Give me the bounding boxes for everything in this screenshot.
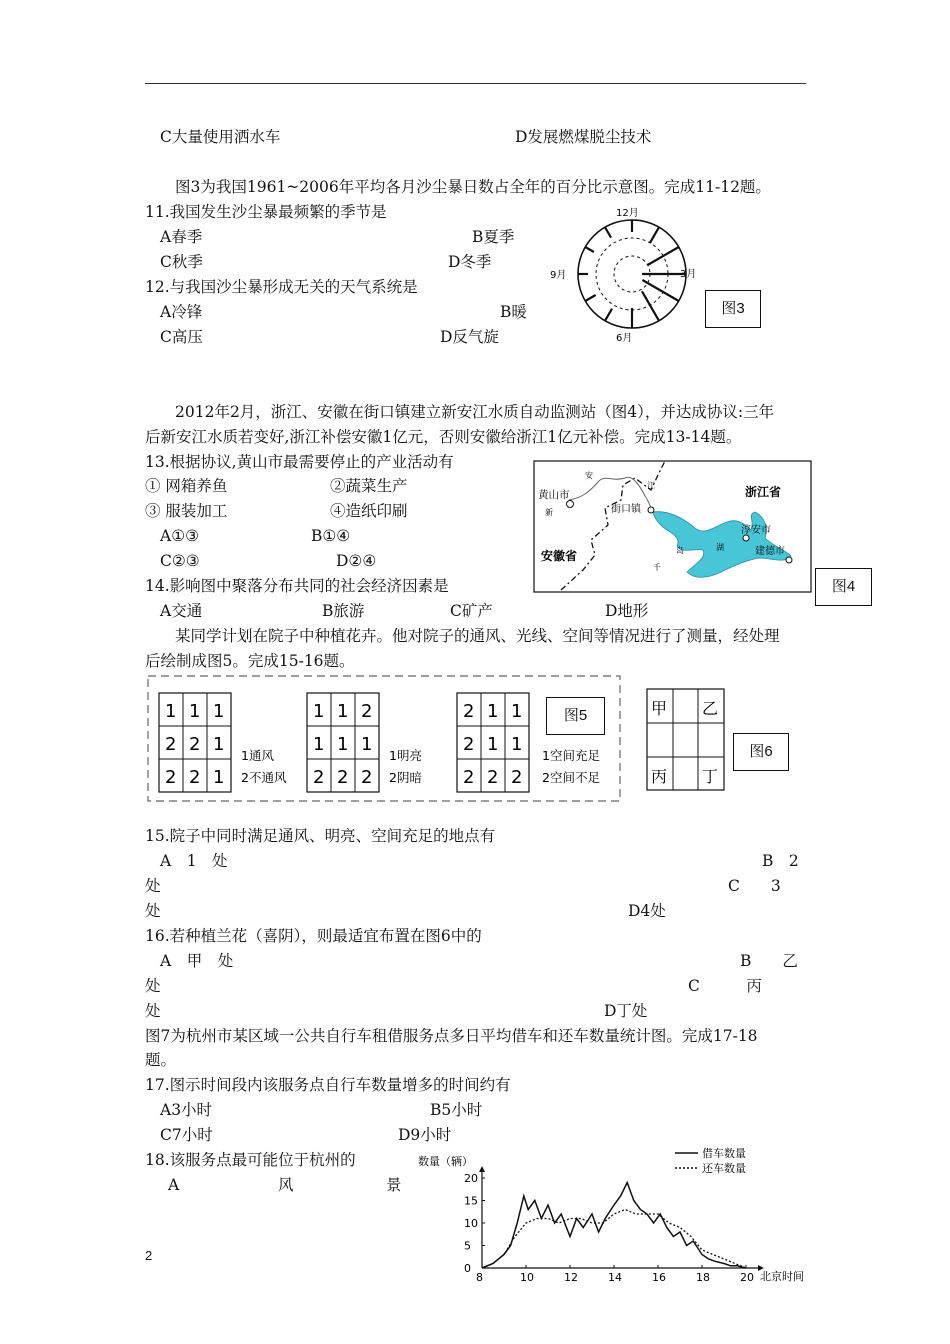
fig6-cell-jia: 甲 <box>651 699 668 718</box>
fig5-grid-space <box>457 693 529 792</box>
q13-item-4: ④造纸印刷 <box>330 502 408 520</box>
y-tick-label: 0 <box>464 1262 471 1275</box>
fig5-grid-light <box>307 693 379 792</box>
q17-option-c: C7小时 <box>160 1126 213 1144</box>
x-tick-label: 14 <box>608 1271 622 1284</box>
q14-option-d: D地形 <box>605 602 649 620</box>
grid-cell-value: 2 <box>189 734 201 755</box>
q16-option-c: C 丙 <box>688 977 762 995</box>
fig6-cell-yi: 乙 <box>702 699 719 718</box>
fig5-grid-ventilation <box>159 693 231 792</box>
fig3-month-bar <box>650 227 659 243</box>
legend-return: 还车数量 <box>702 1162 746 1175</box>
fig7-intro-line1: 图7为杭州市某区域一公共自行车租借服务点多日平均借车和还车数量统计图。完成17-18 <box>145 1027 758 1045</box>
q13-option-d: D②④ <box>336 552 377 570</box>
q18-option-a-char3: 景 <box>386 1176 402 1194</box>
q12-option-c: C高压 <box>160 328 203 346</box>
grid-cell-value: 1 <box>511 734 523 755</box>
q15-option-d: D4处 <box>628 902 666 920</box>
q13-option-b: B①④ <box>311 527 351 545</box>
x-tick-label: 20 <box>740 1271 754 1284</box>
grid-cell-value: 2 <box>361 767 373 788</box>
grid-cell-value: 1 <box>511 701 523 722</box>
x-tick-label: 18 <box>696 1271 710 1284</box>
q15-stem: 15.院子中同时满足通风、明亮、空间充足的地点有 <box>145 827 496 845</box>
x-tick-label: 10 <box>520 1271 534 1284</box>
grid-cell-value: 2 <box>463 701 475 722</box>
fig3-month-12: 12月 <box>616 208 639 219</box>
grid-cell-value: 2 <box>337 767 349 788</box>
y-tick-label: 20 <box>464 1172 478 1185</box>
grid-cell-value: 1 <box>313 701 325 722</box>
q11-option-a: A春季 <box>160 228 203 246</box>
q16-stem: 16.若种植兰花（喜阴），则最适宜布置在图6中的 <box>145 927 482 945</box>
lake-char-2: 湖 <box>716 543 724 552</box>
fig3-month-bar <box>605 227 611 237</box>
fig7-intro-line2: 题。 <box>145 1051 177 1069</box>
legend2-a: 1明亮 <box>389 748 422 763</box>
fig6-label: 图6 <box>733 733 789 771</box>
q12-option-d: D反气旋 <box>440 328 499 346</box>
legend1-b: 2不通风 <box>241 770 287 785</box>
legend3-b: 2空间不足 <box>542 770 600 785</box>
fig3-month-9: 9月 <box>550 270 567 281</box>
q14-option-b: B旅游 <box>322 602 365 620</box>
q16-option-b-cont: 处 <box>145 977 161 995</box>
q13-option-c: C②③ <box>160 552 200 570</box>
label-anhui: 安徽省 <box>541 549 578 563</box>
grid-cell-value: 1 <box>487 701 499 722</box>
river-char-2: 江 <box>647 481 655 490</box>
q13-option-a: A①③ <box>160 527 199 545</box>
label-chunan: 淳安市 <box>741 525 771 536</box>
fig5-grids <box>145 673 625 805</box>
fig5-intro-line2: 后绘制成图5。完成15-16题。 <box>145 652 355 670</box>
q15-option-b: B 2 <box>762 852 799 870</box>
label-jiande: 建德市 <box>755 546 785 557</box>
q12-option-a: A冷锋 <box>160 303 203 321</box>
label-zhejiang: 浙江省 <box>745 485 782 499</box>
label-jiekou: 街口镇 <box>611 504 641 515</box>
fig4-intro-line1: 2012年2月，浙江、安徽在街口镇建立新安江水质自动监测站（图4），并达成协议:三年 <box>175 403 775 421</box>
grid-cell-value: 1 <box>337 701 349 722</box>
q11-option-b: B夏季 <box>472 228 515 246</box>
q17-stem: 17.图示时间段内该服务点自行车数量增多的时间约有 <box>145 1076 511 1094</box>
chart-ylabel: 数量（辆） <box>418 1155 473 1168</box>
fig3-month-bar <box>605 309 612 321</box>
q15-option-c: C 3 <box>728 877 781 895</box>
fig3-radial-chart <box>548 202 708 347</box>
y-axis-arrow <box>479 1166 485 1172</box>
q11-option-d: D冬季 <box>448 253 492 271</box>
fig6-grid <box>646 688 726 792</box>
fig6-cell-bing: 丙 <box>651 767 668 786</box>
y-tick-label: 5 <box>464 1239 471 1253</box>
q15-option-c-cont: 处 <box>145 902 161 920</box>
label-huangshan: 黄山市 <box>538 489 570 501</box>
fig3-month-bar <box>642 291 659 320</box>
q12-option-b: B暖 <box>500 303 527 321</box>
fig5-intro-line1: 某同学计划在院子中种植花卉。他对院子的通风、光线、空间等情况进行了测量，经处理 <box>175 627 780 645</box>
fig3-intro: 图3为我国1961~2006年平均各月沙尘暴日数占全年的百分比示意图。完成11-12题。 <box>175 178 771 196</box>
q14-stem: 14.影响图中聚落分布共同的社会经济因素是 <box>145 577 449 595</box>
q17-option-d: D9小时 <box>398 1126 452 1144</box>
series-return-line <box>482 1210 746 1269</box>
grid-cell-value: 2 <box>463 767 475 788</box>
grid-cell-value: 1 <box>313 734 325 755</box>
header-rule <box>145 83 806 84</box>
q10-option-d: D发展燃煤脱尘技术 <box>515 128 652 146</box>
q16-option-a: A 甲 处 <box>160 952 234 970</box>
fig3-month-bar <box>585 247 594 252</box>
q14-option-a: A交通 <box>160 602 203 620</box>
fig5-label: 图5 <box>546 697 605 735</box>
q15-option-b-cont: 处 <box>145 877 161 895</box>
fig4-map <box>533 460 813 593</box>
fig3-month-bar <box>642 280 678 301</box>
legend3-a: 1空间充足 <box>542 748 600 763</box>
lake-char-1: 岛 <box>676 546 684 555</box>
river-char-3: 新 <box>545 508 553 517</box>
q13-stem: 13.根据协议,黄山市最需要停止的产业活动有 <box>145 453 454 471</box>
legend-borrow: 借车数量 <box>702 1147 746 1160</box>
fig3-month-3: 3月 <box>680 269 697 280</box>
grid-cell-value: 1 <box>361 734 373 755</box>
y-tick-label: 15 <box>464 1194 478 1208</box>
chart-xlabel: 北京时间 <box>760 1270 804 1283</box>
grid-cell-value: 2 <box>313 767 325 788</box>
grid-cell-value: 2 <box>189 767 201 788</box>
q18-option-a-char2: 风 <box>278 1176 294 1194</box>
fig3-month-bar <box>585 295 595 301</box>
q13-item-2: ②蔬菜生产 <box>330 477 408 495</box>
page-number: 2 <box>145 1248 153 1263</box>
grid-cell-value: 2 <box>165 767 177 788</box>
grid-cell-value: 2 <box>463 734 475 755</box>
lake-char-3: 千 <box>653 563 661 572</box>
fig4-label: 图4 <box>815 568 872 606</box>
legend2-b: 2阴暗 <box>389 770 422 785</box>
fig3-month-bar <box>648 247 679 265</box>
q16-option-d: D丁处 <box>604 1002 648 1020</box>
grid-cell-value: 1 <box>213 734 225 755</box>
series-borrow-line <box>482 1183 746 1269</box>
grid-cell-value: 1 <box>487 734 499 755</box>
grid-cell-value: 1 <box>189 701 201 722</box>
legend1-a: 1通风 <box>241 748 274 763</box>
q11-stem: 11.我国发生沙尘暴最频繁的季节是 <box>145 203 387 221</box>
q18-option-a: A <box>168 1176 180 1194</box>
q10-option-c: C大量使用洒水车 <box>160 128 281 146</box>
jiekou-marker <box>648 507 654 513</box>
q13-item-3: ③ 服装加工 <box>145 502 228 520</box>
fig6-cell-ding: 丁 <box>702 767 719 786</box>
grid-cell-value: 1 <box>337 734 349 755</box>
q12-stem: 12.与我国沙尘暴形成无关的天气系统是 <box>145 278 418 296</box>
grid-cell-value: 2 <box>511 767 523 788</box>
x-tick-label: 8 <box>476 1271 483 1284</box>
grid-cell-value: 2 <box>361 701 373 722</box>
grid-cell-value: 1 <box>213 767 225 788</box>
q14-option-c: C矿产 <box>450 602 493 620</box>
x-tick-label: 12 <box>564 1271 578 1284</box>
q11-option-c: C秋季 <box>160 253 203 271</box>
q17-option-a: A3小时 <box>160 1101 213 1119</box>
q16-option-c-cont: 处 <box>145 1002 161 1020</box>
grid-cell-value: 1 <box>165 701 177 722</box>
fig7-line-chart <box>410 1140 820 1290</box>
grid-cell-value: 1 <box>213 701 225 722</box>
y-tick-label: 10 <box>464 1217 478 1230</box>
q16-option-b: B 乙 <box>740 952 798 970</box>
q13-item-1: ① 网箱养鱼 <box>145 477 228 495</box>
q15-option-a: A 1 处 <box>160 852 228 870</box>
x-tick-label: 16 <box>652 1271 666 1284</box>
fig3-label: 图3 <box>705 290 761 328</box>
jiande-marker <box>786 557 792 563</box>
fig4-intro-line2: 后新安江水质若变好,浙江补偿安徽1亿元，否则安徽给浙江1亿元补偿。完成13-14题。 <box>145 428 742 446</box>
river-char-1: 安 <box>585 471 593 480</box>
q17-option-b: B5小时 <box>430 1101 483 1119</box>
huangshan-marker <box>567 501 574 508</box>
q18-stem: 18.该服务点最可能位于杭州的 <box>145 1151 356 1169</box>
grid-cell-value: 2 <box>487 767 499 788</box>
grid-cell-value: 2 <box>165 734 177 755</box>
fig3-month-6: 6月 <box>616 333 633 344</box>
